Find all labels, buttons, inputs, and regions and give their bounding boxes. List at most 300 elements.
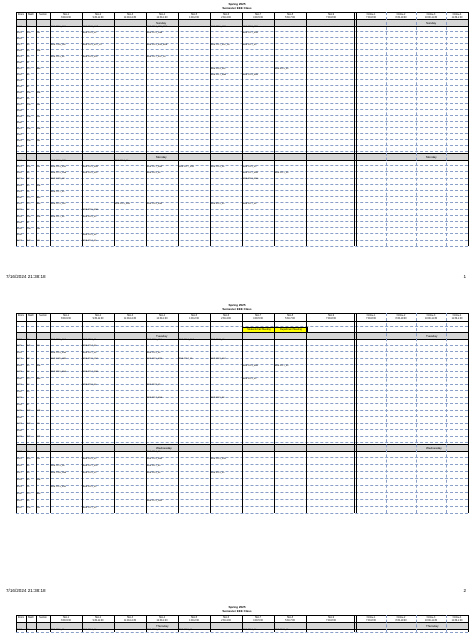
class-cell: EEE 2117_45B: [243, 32, 258, 34]
column-divider-dashed: [446, 313, 447, 513]
class-cell: EEE 2117_46B: [83, 371, 98, 373]
room-cell: 6026: [17, 38, 22, 40]
column-header: Slot-5: [178, 315, 210, 317]
batch-cell: 330: [27, 92, 31, 94]
room-cell: 6025: [17, 345, 22, 347]
class-cell: EEE 2121_46B: [147, 500, 162, 502]
column-time: 9:30-11:00: [82, 620, 114, 622]
room-cell: 6036: [17, 234, 22, 236]
column-time: 11:30-1:00: [446, 17, 468, 19]
batch-cell: 645: [27, 32, 31, 34]
column-time: 5:30-7:00: [274, 620, 306, 622]
class-cell: EEE 2119_46: [211, 166, 224, 168]
column-time: 8:30-10:00: [386, 17, 416, 19]
room-cell: 6036: [17, 417, 22, 419]
batch-cell: 340: [27, 240, 31, 242]
column-time: 8:30-10:00: [386, 620, 416, 622]
batch-cell: 48: [27, 178, 29, 180]
room-cell: 6028: [17, 365, 22, 367]
room-cell: 6030: [17, 62, 22, 64]
class-cell: EEE 2121_46: [51, 465, 65, 467]
class-cell: EEE 3115_45B: [211, 26, 226, 28]
column-header: Slot-3: [114, 617, 146, 619]
batch-cell: 37: [27, 62, 29, 64]
batch-cell: 46: [27, 160, 29, 162]
column-time: 8:00-9:30: [50, 318, 82, 320]
room-cell: 6039: [17, 116, 22, 118]
column-time: 7:00-8:30: [356, 620, 386, 622]
column-header: Slot-9: [306, 617, 356, 619]
column-time: 12:30-1:00: [146, 318, 178, 320]
batch-cell: 36: [27, 56, 29, 58]
page-number: 1: [463, 274, 466, 279]
class-cell: EEE 2119_45: [83, 472, 96, 474]
column-time: 10:00-11:30: [416, 318, 446, 320]
column-divider-dashed: [386, 615, 387, 632]
room-cell: 6027: [17, 358, 22, 360]
class-cell: EEE 2117_45: [51, 191, 64, 193]
column-time: 9:30-11:00: [82, 17, 114, 19]
section-cell: SH: [37, 116, 40, 118]
room-cell: 6033: [17, 80, 22, 82]
class-cell: EEE 2119_46A: [147, 458, 162, 460]
column-header: Section: [36, 14, 50, 16]
day-label: Thursday: [156, 624, 169, 628]
batch-cell: 46: [27, 339, 29, 341]
room-cell: 6040: [17, 122, 22, 124]
class-cell: EEE 2121_45: [275, 629, 289, 631]
class-cell: EEE 3115_46: [147, 172, 160, 174]
room-cell: 6037: [17, 104, 22, 106]
day-label-online: Sunday: [426, 21, 436, 25]
class-cell: EEE 3115_45: [243, 378, 256, 380]
room-cell: 6034: [17, 404, 22, 406]
class-cell: EEE 3115_46: [147, 629, 160, 631]
column-time: 2:30-4:00: [210, 620, 242, 622]
class-cell: EEE 2119_46: [83, 384, 96, 386]
class-cell: EEE 2121_45C: [83, 358, 98, 360]
class-cell: EEE 3119_46C: [211, 68, 226, 70]
document-subtitle: Semester EEE Class: [0, 610, 474, 613]
room-cell: 6035: [17, 228, 22, 230]
class-cell: EEE 4115_46: [211, 397, 224, 399]
room-cell: 6032: [17, 209, 22, 211]
batch-cell: 372: [27, 493, 31, 495]
column-time: 4:00-5:30: [242, 318, 274, 320]
column-divider-dashed: [416, 313, 417, 513]
class-cell: EEE 2117_45C_46: [147, 56, 166, 58]
room-cell: 6038: [17, 430, 22, 432]
batch-cell: 36: [27, 371, 29, 373]
batch-cell: 36: [27, 486, 29, 488]
meeting-highlight: Students Fair Meeting: [242, 327, 276, 334]
section-cell: AM: [37, 203, 40, 205]
print-timestamp: 7/16/2024 21:38:18: [6, 274, 46, 279]
column-header: Room: [16, 14, 26, 16]
batch-cell: 35: [27, 98, 29, 100]
batch-cell: 330: [27, 410, 31, 412]
class-cell: EEE 2119_44: [83, 32, 96, 34]
class-cell: EEE 3115_45B: [211, 458, 226, 460]
column-header: Batch: [26, 14, 36, 16]
column-header: Online-4: [446, 14, 468, 16]
online-separator: [354, 313, 355, 513]
batch-cell: 330: [27, 128, 31, 130]
column-time: 8:30-10:00: [386, 318, 416, 320]
column-header: Online-3: [416, 617, 446, 619]
room-cell: 6041: [17, 128, 22, 130]
class-cell: EEE 3117_46: [243, 203, 256, 205]
room-cell: 6034: [17, 86, 22, 88]
class-cell: EEE 3119_45C: [211, 358, 226, 360]
batch-cell: 270: [27, 197, 31, 199]
column-time: 1:00-2:30: [178, 17, 210, 19]
day-label-online: Tuesday: [426, 334, 437, 338]
batch-cell: 46: [27, 74, 29, 76]
room-cell: 6024: [17, 629, 22, 631]
column-header: Slot-2: [82, 617, 114, 619]
class-cell: EEE 4115_45: [275, 68, 288, 70]
column-divider-dashed: [416, 12, 417, 246]
class-cell: EEE 2115_46B: [51, 160, 66, 162]
room-cell: 6027: [17, 472, 22, 474]
batch-cell: 340: [27, 140, 31, 142]
batch-cell: 47: [27, 404, 29, 406]
page-number: 2: [463, 588, 466, 593]
document-title: Spring 2025: [0, 3, 474, 6]
batch-cell: 48: [27, 358, 29, 360]
class-cell: EEE 2115_45B: [83, 209, 98, 211]
class-cell: EEE 2121_45A: [51, 172, 66, 174]
schedule-table: [16, 615, 468, 632]
room-cell: 6031: [17, 68, 22, 70]
batch-cell: 46: [27, 629, 29, 631]
section-cell: MB: [37, 365, 40, 367]
class-cell: EEE 2121_45: [147, 384, 161, 386]
room-cell: 6032: [17, 74, 22, 76]
batch-cell: 36: [27, 191, 29, 193]
batch-cell: 46: [27, 209, 29, 211]
class-cell: EEE 2119_46B: [243, 365, 258, 367]
document-title: Spring 2025: [0, 304, 474, 307]
day-label-online: Thursday: [426, 624, 439, 628]
class-cell: EEE 1205_48: [51, 178, 65, 180]
print-timestamp: 7/16/2024 21:38:18: [6, 588, 46, 593]
meeting-highlight: Department Meeting: [274, 327, 308, 334]
column-header: Batch: [26, 315, 36, 317]
section-cell: SH: [37, 140, 40, 142]
room-cell: 6030: [17, 493, 22, 495]
batch-cell: 49: [27, 479, 29, 481]
column-time: 9:30-11:00: [82, 318, 114, 320]
class-cell: EEE 2119_46B: [243, 74, 258, 76]
day-label: Wednesday: [156, 446, 172, 450]
column-header: Slot-3: [114, 315, 146, 317]
section-cell: MB: [37, 92, 40, 94]
room-cell: 6027: [17, 44, 22, 46]
batch-cell: 645: [27, 458, 31, 460]
class-cell: EEE 3117_46: [243, 629, 256, 631]
column-header: Slot-4: [146, 14, 178, 16]
class-cell: EEE 2115_46: [83, 234, 96, 236]
class-cell: EEE 1205_48C: [51, 44, 66, 46]
column-time: 11:00-12:30: [114, 17, 146, 19]
column-header: Slot-8: [274, 14, 306, 16]
class-cell: EEE 2121_44A: [147, 32, 162, 34]
section-cell: MB: [37, 128, 40, 130]
class-cell: EEE 2119_45: [83, 339, 96, 341]
class-cell: EEE 2121_46C: [51, 203, 66, 205]
room-cell: 6035: [17, 92, 22, 94]
class-cell: EEE 2115_45B: [51, 486, 66, 488]
class-cell: EEE 2117_45C: [83, 465, 98, 467]
class-cell: EEE 3117_46A: [147, 397, 162, 399]
room-cell: 6028: [17, 479, 22, 481]
batch-cell: 49: [27, 185, 29, 187]
column-header: Section: [36, 617, 50, 619]
class-cell: EEE 2119_45A: [51, 352, 66, 354]
room-cell: 6030: [17, 378, 22, 380]
column-header: Slot-7: [242, 315, 274, 317]
class-cell: EEE 2115_46B: [83, 166, 98, 168]
class-cell: EEE 2119_45A: [147, 203, 162, 205]
room-cell: 6032: [17, 507, 22, 509]
column-header: Slot-7: [242, 14, 274, 16]
class-cell: EEE 3117_46A: [211, 74, 226, 76]
class-cell: EEE 3117_45B: [179, 166, 194, 168]
class-cell: EEE 2119_45: [179, 629, 192, 631]
batch-cell: 49: [27, 365, 29, 367]
column-time: 7:00-8:30: [356, 318, 386, 320]
document-title: Spring 2025: [0, 606, 474, 609]
room-cell: 6033: [17, 216, 22, 218]
class-cell: EEE 2117_45B_EEE: [147, 26, 167, 28]
class-cell: EEE 3115_46B: [115, 203, 130, 205]
column-time: 12:30-1:00: [146, 620, 178, 622]
column-time: 1:00-2:30: [178, 318, 210, 320]
room-cell: 6042: [17, 134, 22, 136]
class-cell: EEE 2121_46: [211, 339, 225, 341]
section-cell: MB: [37, 185, 40, 187]
section-cell: AM: [37, 197, 40, 199]
room-cell: 6032: [17, 391, 22, 393]
schedule-page-3: [0, 603, 474, 632]
schedule-page-1: [0, 0, 474, 300]
room-cell: 6037: [17, 240, 22, 242]
class-cell: EEE 3117_45: [147, 465, 160, 467]
class-cell: EEE 2117_46B: [243, 172, 258, 174]
column-header: Online-3: [416, 14, 446, 16]
schedule-page-2: [0, 302, 474, 602]
schedule-table: [16, 12, 468, 274]
section-cell: SH: [37, 166, 40, 168]
class-cell: EEE 2119_46C: [83, 172, 98, 174]
batch-cell: 372: [27, 203, 31, 205]
room-cell: 6029: [17, 56, 22, 58]
column-header: Online-3: [416, 315, 446, 317]
class-cell: EEE 2115_45: [243, 166, 256, 168]
column-divider-dashed: [416, 615, 417, 632]
column-header: Slot-7: [242, 617, 274, 619]
section-cell: SH: [37, 345, 40, 347]
batch-cell: 645: [27, 345, 31, 347]
column-header: Slot-5: [178, 617, 210, 619]
class-cell: EEE 4115_45: [211, 203, 224, 205]
room-cell: 6031: [17, 500, 22, 502]
column-header: Online-1: [356, 315, 386, 317]
batch-cell: 46: [27, 465, 29, 467]
column-header: Slot-3: [114, 14, 146, 16]
batch-cell: 47: [27, 222, 29, 224]
room-cell: 6026: [17, 352, 22, 354]
class-cell: EEE 3119_45B: [243, 178, 258, 180]
batch-cell: 340: [27, 104, 31, 106]
column-time: 4:00-5:30: [242, 17, 274, 19]
batch-cell: 645: [27, 166, 31, 168]
class-cell: EEE 2115_46: [147, 352, 160, 354]
batch-cell: 350: [27, 216, 31, 218]
class-cell: EEE 3115_45B_EEE: [147, 44, 167, 46]
section-cell: AM: [37, 378, 40, 380]
class-cell: EEE 2119_45B: [243, 26, 258, 28]
column-time: 2:30-4:00: [210, 318, 242, 320]
column-header: Online-2: [386, 315, 416, 317]
section-cell: MB: [37, 410, 40, 412]
column-header: Slot-8: [274, 617, 306, 619]
room-cell: 6044: [17, 146, 22, 148]
column-header: Online-4: [446, 617, 468, 619]
batch-cell: 49: [27, 50, 29, 52]
column-header: Section: [36, 315, 50, 317]
batch-cell: 48: [27, 44, 29, 46]
class-cell: EEE 2115_41C_45: [83, 44, 102, 46]
batch-cell: 47: [27, 86, 29, 88]
schedule-table: [16, 313, 468, 578]
section-cell: SH: [37, 507, 40, 509]
class-cell: EEE 2117_46: [83, 345, 96, 347]
column-header: Slot-5: [178, 14, 210, 16]
room-cell: 6024: [17, 451, 22, 453]
column-header: Slot-1: [50, 14, 82, 16]
batch-cell: 372: [27, 378, 31, 380]
class-cell: EEE 3115_45: [83, 486, 96, 488]
room-cell: 6027: [17, 178, 22, 180]
class-cell: EEE 2117_46A: [147, 166, 162, 168]
day-label-online: Wednesday: [426, 446, 442, 450]
class-cell: EEE 3117_45: [275, 365, 288, 367]
batch-cell: 46: [27, 384, 29, 386]
column-header: Slot-4: [146, 315, 178, 317]
batch-cell: 46: [27, 26, 29, 28]
column-header: Online-2: [386, 617, 416, 619]
column-header: Slot-9: [306, 315, 356, 317]
day-label: Tuesday: [156, 334, 167, 338]
online-separator: [354, 12, 355, 246]
column-divider-dashed: [446, 12, 447, 246]
column-header: Room: [16, 617, 26, 619]
document-subtitle: Semester EEE Class: [0, 308, 474, 311]
section-cell: SH: [37, 458, 40, 460]
column-time: 5:30-7:00: [274, 318, 306, 320]
section-cell: SH: [37, 228, 40, 230]
room-cell: 6039: [17, 436, 22, 438]
column-header: Slot-6: [210, 14, 242, 16]
class-cell: EEE 2117_45C_46: [211, 44, 230, 46]
batch-cell: 340: [27, 228, 31, 230]
room-cell: 6026: [17, 465, 22, 467]
column-header: Slot-6: [210, 315, 242, 317]
class-cell: EEE 2117_46: [147, 451, 160, 453]
batch-cell: 340: [27, 423, 31, 425]
section-cell: SH: [37, 240, 40, 242]
class-cell: EEE 2119_45C: [83, 56, 98, 58]
section-cell: MB: [37, 216, 40, 218]
batch-cell: 372: [27, 68, 31, 70]
column-time: 8:00-9:30: [50, 17, 82, 19]
column-divider-dashed: [386, 313, 387, 513]
column-time: 1:00-2:30: [178, 620, 210, 622]
section-cell: SH: [37, 32, 40, 34]
room-cell: 6035: [17, 410, 22, 412]
room-cell: 6034: [17, 222, 22, 224]
online-separator: [354, 615, 355, 632]
room-cell: 6031: [17, 384, 22, 386]
column-time: 11:30-1:00: [446, 620, 468, 622]
column-time: 7:00-8:30: [306, 17, 356, 19]
class-cell: EEE 3119_46: [147, 472, 160, 474]
column-time: 7:00-8:30: [356, 17, 386, 19]
batch-cell: 330: [27, 436, 31, 438]
column-time: 12:30-1:00: [146, 17, 178, 19]
column-header: Online-4: [446, 315, 468, 317]
column-header: Slot-2: [82, 14, 114, 16]
column-time: 11:00-12:30: [114, 620, 146, 622]
section-cell: AM: [37, 68, 40, 70]
class-cell: EEE 2115_46C: [51, 26, 66, 28]
class-cell: EEE 2115_45: [83, 458, 96, 460]
column-header: Slot-6: [210, 617, 242, 619]
column-header: Slot-8: [274, 315, 306, 317]
column-time: 4:00-5:30: [242, 620, 274, 622]
class-cell: EEE 2117_46: [115, 160, 128, 162]
room-cell: 6029: [17, 371, 22, 373]
column-time: 5:30-7:00: [274, 17, 306, 19]
class-cell: EEE 2117_45: [83, 240, 96, 242]
room-cell: 6029: [17, 486, 22, 488]
batch-cell: 48: [27, 472, 29, 474]
column-time: 2:30-4:00: [210, 17, 242, 19]
column-time: 11:00-12:30: [114, 318, 146, 320]
column-header: Room: [16, 315, 26, 317]
column-header: Online-1: [356, 617, 386, 619]
column-time: 10:00-11:30: [416, 620, 446, 622]
class-cell: EEE 2117_46A: [179, 339, 194, 341]
class-cell: EEE 3119_45: [83, 216, 96, 218]
column-header: Online-1: [356, 14, 386, 16]
column-header: Batch: [26, 617, 36, 619]
class-cell: EEE 3117_46: [275, 172, 288, 174]
column-header: Slot-2: [82, 315, 114, 317]
section-cell: MB: [37, 436, 40, 438]
room-cell: 6037: [17, 423, 22, 425]
column-time: 11:30-1:00: [446, 318, 468, 320]
batch-cell: 340: [27, 507, 31, 509]
class-cell: EEE 2121_44A: [83, 26, 98, 28]
class-cell: EEE 2115_46A: [51, 339, 66, 341]
batch-cell: 46: [27, 172, 29, 174]
class-cell: EEE 1205_48B: [51, 358, 66, 360]
class-cell: EEE 1205_48A: [51, 472, 66, 474]
